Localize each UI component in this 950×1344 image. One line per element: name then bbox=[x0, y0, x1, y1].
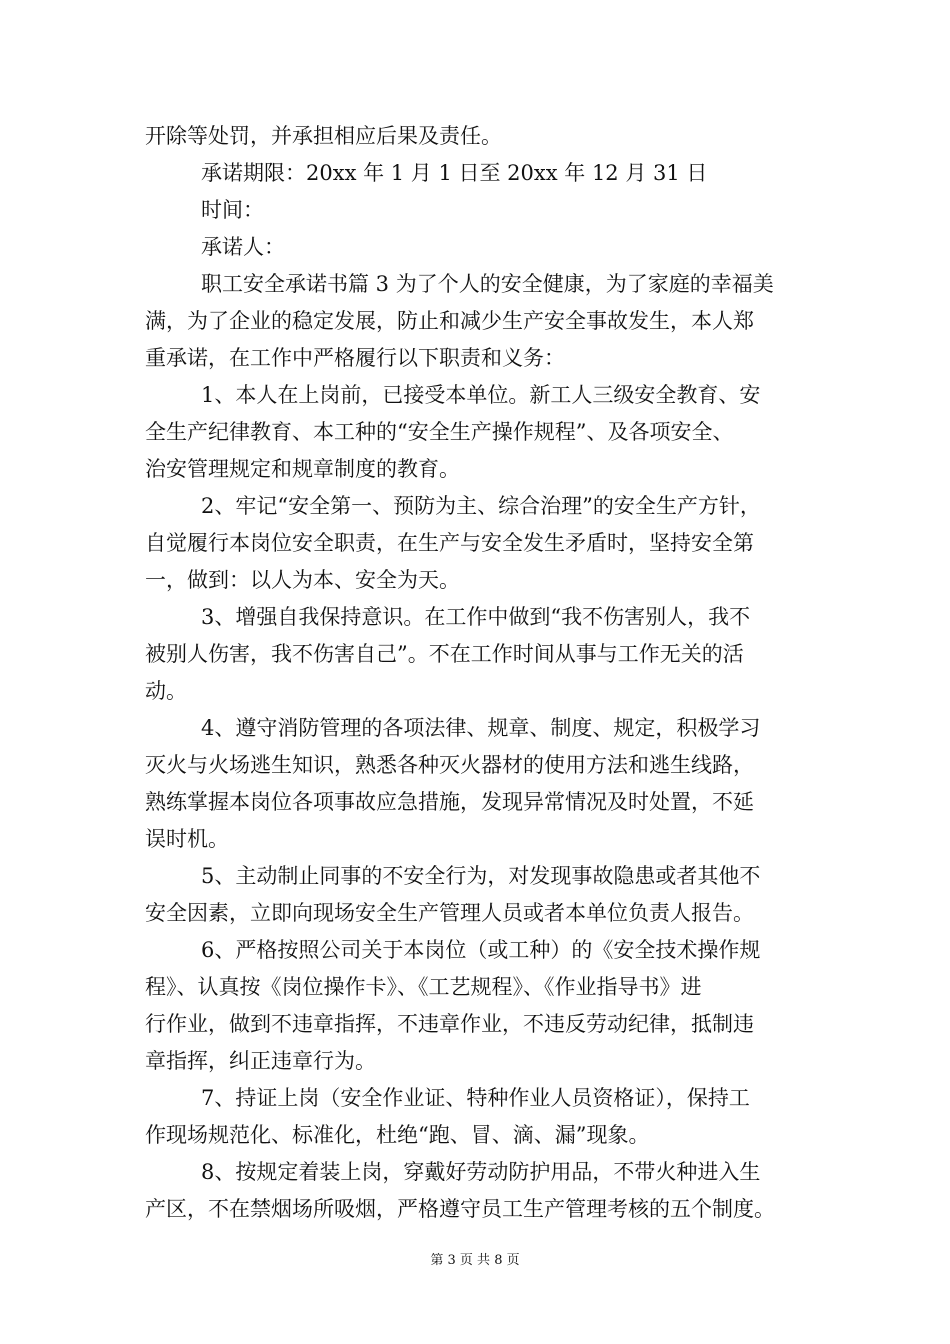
text-line: 自觉履行本岗位安全职责，在生产与安全发生矛盾时，坚持安全第 bbox=[145, 531, 754, 555]
text-line: 承诺期限：20xx 年 1 月 1 日至 20xx 年 12 月 31 日 bbox=[201, 161, 708, 185]
text-line: 3、增强自我保持意识。在工作中做到“我不伤害别人，我不 bbox=[201, 605, 751, 629]
text-line: 误时机。 bbox=[145, 827, 229, 851]
text-line: 职工安全承诺书篇 3 为了个人的安全健康，为了家庭的幸福美 bbox=[201, 272, 774, 296]
text-line: 安全因素，立即向现场安全生产管理人员或者本单位负责人报告。 bbox=[145, 901, 754, 925]
text-line: 承诺人： bbox=[201, 235, 285, 259]
text-line: 治安管理规定和规章制度的教育。 bbox=[145, 457, 460, 481]
text-line: 章指挥，纠正违章行为。 bbox=[145, 1049, 376, 1073]
text-line: 作现场规范化、标准化，杜绝“跑、冒、滴、漏”现象。 bbox=[145, 1123, 650, 1147]
text-line: 被别人伤害，我不伤害自己”。不在工作时间从事与工作无关的活 bbox=[145, 642, 744, 666]
text-line: 1、本人在上岗前，已接受本单位。新工人三级安全教育、安 bbox=[201, 383, 761, 407]
page-footer: 第 3 页 共 8 页 bbox=[430, 1253, 520, 1268]
text-line: 开除等处罚，并承担相应后果及责任。 bbox=[145, 124, 502, 148]
text-line: 6、严格按照公司关于本岗位（或工种）的《安全技术操作规 bbox=[201, 938, 761, 962]
text-line: 5、主动制止同事的不安全行为，对发现事故隐患或者其他不 bbox=[201, 864, 761, 888]
text-line: 重承诺，在工作中严格履行以下职责和义务： bbox=[145, 346, 565, 370]
text-line: 产区，不在禁烟场所吸烟，严格遵守员工生产管理考核的五个制度。 bbox=[145, 1197, 775, 1221]
text-line: 程》、认真按《岗位操作卡》、《工艺规程》、《作业指导书》进 bbox=[145, 975, 702, 999]
text-line: 熟练掌握本岗位各项事故应急措施，发现异常情况及时处置，不延 bbox=[145, 790, 754, 814]
text-line: 4、遵守消防管理的各项法律、规章、制度、规定，积极学习 bbox=[201, 716, 761, 740]
text-line: 行作业，做到不违章指挥，不违章作业，不违反劳动纪律，抵制违 bbox=[145, 1012, 754, 1036]
text-line: 全生产纪律教育、本工种的“安全生产操作规程”、及各项安全、 bbox=[145, 420, 734, 444]
document-body bbox=[145, 118, 825, 1228]
text-line: 时间： bbox=[201, 198, 264, 222]
text-line: 2、牢记“安全第一、预防为主、综合治理”的安全生产方针， bbox=[201, 494, 761, 518]
text-line: 动。 bbox=[145, 679, 187, 703]
text-line: 灭火与火场逃生知识，熟悉各种灭火器材的使用方法和逃生线路， bbox=[145, 753, 754, 777]
text-line: 一，做到：以人为本、安全为天。 bbox=[145, 568, 460, 592]
text-line: 7、持证上岗（安全作业证、特种作业人员资格证），保持工 bbox=[201, 1086, 750, 1110]
text-line: 满，为了企业的稳定发展，防止和减少生产安全事故发生，本人郑 bbox=[145, 309, 754, 333]
text-line: 8、按规定着装上岗，穿戴好劳动防护用品，不带火种进入生 bbox=[201, 1160, 761, 1184]
